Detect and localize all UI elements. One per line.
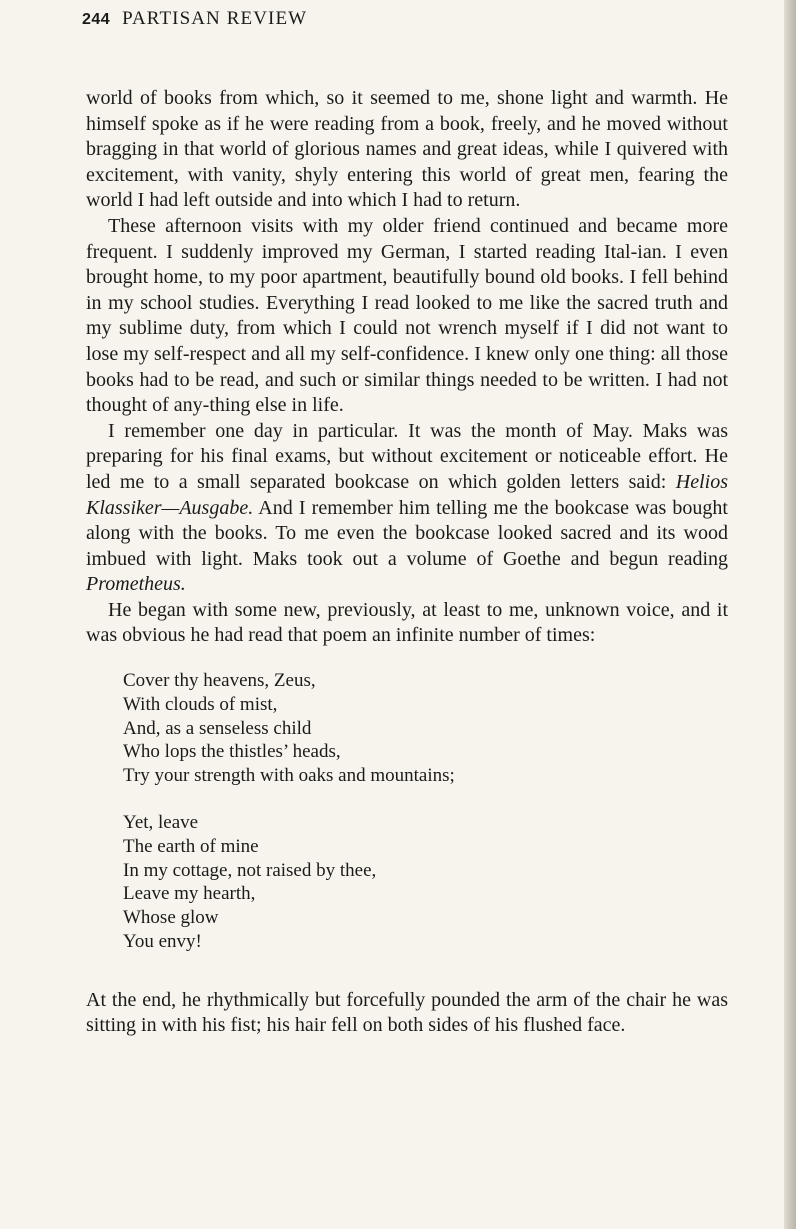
verse-line: Cover thy heavens, Zeus,: [123, 670, 316, 692]
verse-line: Yet, leave: [123, 812, 199, 834]
text-line: such or similar things needed to be written. I had not thought of any-: [86, 368, 729, 417]
paragraph-1: [86, 86, 728, 214]
verse-line: Leave my hearth,: [123, 883, 256, 905]
text-line: face.: [587, 1014, 626, 1037]
verse-line: Whose glow: [123, 907, 219, 929]
poem-quotation: [123, 669, 728, 954]
paragraph-4: [86, 598, 728, 649]
poem-stanza-1: [123, 669, 728, 788]
verse-line: The earth of mine: [123, 835, 259, 857]
verse-line: Who lops the thistles’ heads,: [123, 741, 341, 763]
text-line: confidence. I knew only one thing: all those books had to be read, and: [86, 342, 729, 391]
text-line: world of books from which, so it seemed to me, shone light and: [86, 87, 624, 109]
text-line: more frequent. I suddenly improved my German, I started reading Ital-: [86, 214, 729, 263]
text-line: He began with some new, previously, at least to me, unknown voice,: [108, 598, 675, 621]
text-line: And I remember him telling me the: [253, 496, 549, 519]
text-line: These afternoon visits with my older friend continued and became: [108, 214, 678, 237]
book-series-title: Helios Klassiker—Ausgabe.: [86, 470, 729, 519]
text-line: I had to return.: [401, 189, 521, 212]
text-line: books. I fell behind in my school studies. Everything I read looked to me: [86, 266, 728, 314]
text-line: like the sacred truth and my sublime duty, from which I could not: [86, 291, 728, 340]
poem-title: Prometheus.: [86, 573, 186, 596]
running-header: [82, 8, 307, 30]
poem-stanza-2: [123, 811, 728, 954]
text-line: said:: [628, 470, 676, 493]
body-text: [86, 86, 728, 1039]
page-number: 244: [82, 11, 111, 28]
verse-line: And, as a senseless child: [123, 717, 312, 739]
page-edge: [784, 0, 796, 1229]
verse-line: With clouds of mist,: [123, 693, 278, 715]
text-line: warmth. He himself spoke as if he were reading from a book, freely, and: [86, 87, 729, 135]
text-line: and it was obvious he had read that poem an infinite number of times:: [86, 598, 729, 647]
verse-line: Try your strength with oaks and mountains;: [123, 765, 455, 787]
text-line: ian. I even brought home, to my poor apartment, beautifully bound old: [86, 240, 728, 289]
running-title: PARTISAN REVIEW: [122, 8, 308, 29]
text-line: thing else in life.: [209, 394, 344, 417]
text-line: At the end, he rhythmically but forcefully pounded the arm of the chair: [86, 988, 667, 1011]
text-line: of Goethe and begun reading: [476, 547, 729, 570]
text-line: he moved without bragging in that world of glorious names and great: [86, 112, 728, 161]
text-line: ideas, while I quivered with excitement, with vanity, shyly entering this: [86, 138, 729, 186]
verse-line: In my cottage, not raised by thee,: [123, 859, 377, 881]
text-line: world of great men, fearing the world I had left outside and into which: [86, 163, 728, 212]
text-line: he was sitting in with his fist; his hair fell on both sides of his flushed: [86, 988, 729, 1037]
text-line: was preparing for his final exams, but without excitement or noticeable: [86, 419, 729, 468]
text-line: looked sacred and its wood imbued with light. Maks took out a volume: [86, 522, 729, 570]
text-line: wrench myself if I did not want to lose my self-respect and all my self-: [86, 317, 728, 365]
verse-line: You envy!: [123, 931, 202, 953]
text-line: effort. He led me to a small separated bookcase on which golden letters: [86, 445, 729, 493]
text-line: bookcase was bought along with the books. To me even the bookcase: [86, 496, 728, 545]
closing-paragraph: [86, 988, 728, 1039]
paragraph-3: [86, 419, 728, 598]
paragraph-2: [86, 214, 728, 419]
text-line: I remember one day in particular. It was the month of May. Maks: [108, 419, 688, 442]
